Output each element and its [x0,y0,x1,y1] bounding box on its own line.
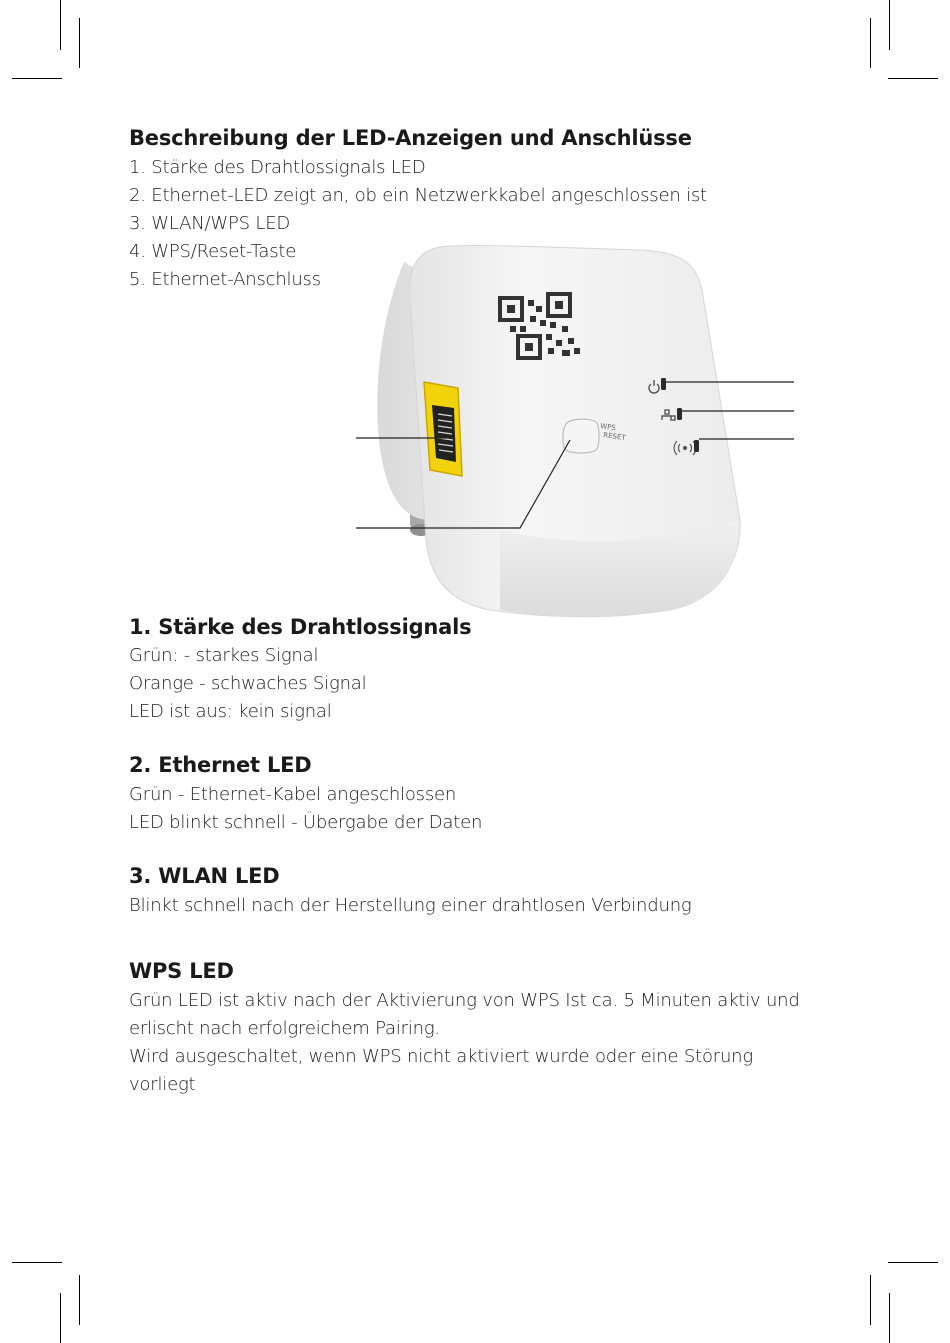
intro-item: 5. Ethernet-Anschluss [129,269,321,290]
section-line: erlischt nach erfolgreichem Pairing. [129,1018,440,1039]
section-heading: WPS LED [129,959,234,983]
wps-reset-button[interactable] [563,419,599,453]
crop-mark [888,1262,938,1263]
intro-item: 2. Ethernet-LED zeigt an, ob ein Netzwerkkabel angeschlossen ist [129,185,707,206]
intro-item: 3. WLAN/WPS LED [129,213,291,234]
wps-label: WPS [599,422,617,433]
section-line: Grün: - starkes Signal [129,645,319,666]
section-line: Orange - schwaches Signal [129,673,367,694]
crop-mark [12,1262,62,1263]
section-line: vorliegt [129,1074,196,1095]
section-line: LED blinkt schnell - Übergabe der Daten [129,812,483,833]
section-heading: 3. WLAN LED [129,864,280,888]
section-heading: 2. Ethernet LED [129,753,312,777]
section-line: LED ist aus: kein signal [129,701,332,722]
section-line: Grün - Ethernet-Kabel angeschlossen [129,784,457,805]
intro-heading: Beschreibung der LED-Anzeigen und Anschlüsse [129,126,692,150]
repeater-device-illustration [0,0,950,640]
wlan-led [694,440,699,452]
ethernet-led [677,408,682,420]
power-led [661,378,666,390]
section-line: Grün LED ist aktiv nach der Aktivierung von WPS Ist ca. 5 Minuten aktiv und [129,990,800,1011]
intro-item: 4. WPS/Reset-Taste [129,241,297,262]
ethernet-port [424,382,462,476]
crop-mark [60,1293,61,1343]
section-line: Blinkt schnell nach der Herstellung einer drahtlosen Verbindung [129,895,692,916]
intro-item: 1. Stärke des Drahtlossignals LED [129,157,426,178]
crop-mark [870,1275,871,1325]
crop-mark [889,1293,890,1343]
reset-label: RESET [602,431,627,443]
crop-mark [79,1275,80,1325]
section-heading: 1. Stärke des Drahtlossignals [129,615,472,639]
section-line: Wird ausgeschaltet, wenn WPS nicht aktiviert wurde oder eine Störung [129,1046,753,1067]
